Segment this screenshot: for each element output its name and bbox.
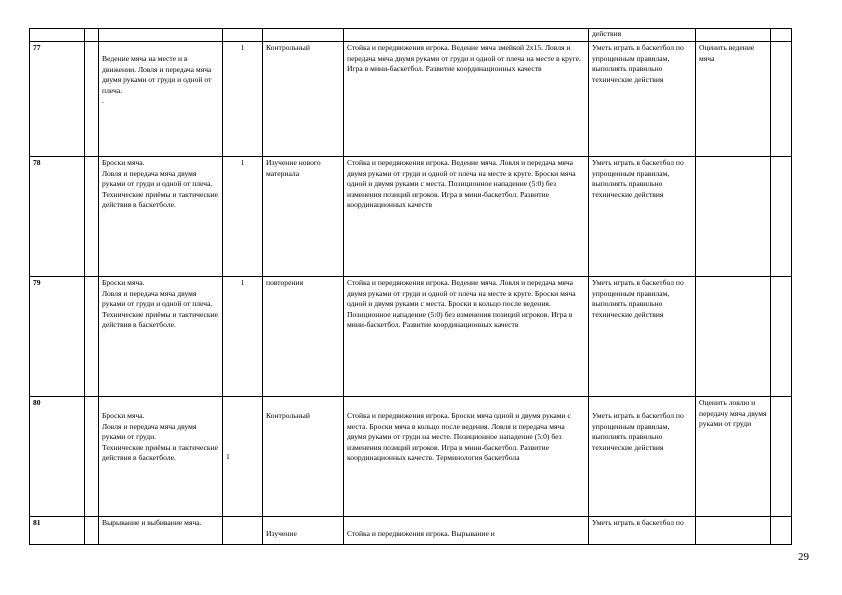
cell-empty xyxy=(223,29,263,42)
page-number: 29 xyxy=(798,551,809,563)
lesson-topic: Броски мяча. Ловля и передача мяча двумя руками от груди. Технические приёмы и тактические действия в баскетболе. xyxy=(99,397,223,517)
lesson-skills: Уметь играть в баскетбол по xyxy=(589,517,696,545)
table-row xyxy=(30,157,792,277)
cell-skills: действия xyxy=(589,29,696,42)
lesson-hours: 1 xyxy=(223,277,263,397)
lesson-hours: 1 xyxy=(223,42,263,157)
cell-empty xyxy=(99,29,223,42)
cell-empty xyxy=(771,517,792,545)
lesson-type: Контрольный xyxy=(263,397,344,517)
lesson-number: 81 xyxy=(30,517,85,545)
lesson-type: повторения xyxy=(263,277,344,397)
cell-empty xyxy=(344,29,589,42)
cell-empty xyxy=(771,397,792,517)
lesson-control xyxy=(696,517,771,545)
cell-empty xyxy=(263,29,344,42)
lesson-content: Стойка и передвижения игрока. Вырывание и xyxy=(344,517,589,545)
lesson-skills: Уметь играть в баскетбол по упрощенным правилам, выполнять правильно технические действия xyxy=(589,397,696,517)
cell-empty xyxy=(771,277,792,397)
lesson-skills: Уметь играть в баскетбол по упрощенным правилам, выполнять правильно технические действия xyxy=(589,42,696,157)
lesson-plan-table xyxy=(29,28,792,545)
table-row-continuation xyxy=(30,29,792,42)
cell-empty xyxy=(85,42,99,157)
lesson-hours xyxy=(223,517,263,545)
cell-empty xyxy=(771,42,792,157)
lesson-content: Стойка и передвижения игрока. Броски мяча одной и двумя руками с места. Броски мяча в кольцо после ведения. Ловля и передача мяча двумя руками от груди на месте. Позиционное нападение (5:0) без изменения позиций игроков. Игра в мини-баскетбол. Развитие координационных качеств. Терминология баскетбола xyxy=(344,397,589,517)
table-row xyxy=(30,277,792,397)
cell-empty xyxy=(85,277,99,397)
lesson-topic: Броски мяча. Ловля и передача мяча двумя руками от груди и одной от плеча. Технические приёмы и тактические действия в баскетболе. xyxy=(99,157,223,277)
lesson-type: Контрольный xyxy=(263,42,344,157)
lesson-content: Стойка и передвижения игрока. Ведение мяча. Ловля и передача мяча двумя руками от груди и одной от плеча на месте в круге. Броски мяча одной и двумя руками с места. Броски в кольцо после ведения. Позиционное нападение (5:0) без изменения позиций игроков. Игра в мини-баскетбол. Развитие координационных качеств xyxy=(344,277,589,397)
lesson-control xyxy=(696,277,771,397)
lesson-hours: 1 xyxy=(223,157,263,277)
lesson-control xyxy=(696,157,771,277)
lesson-content: Стойка и передвижения игрока. Ведение мяча. Ловля и передача мяча двумя руками от груди и одной от плеча на месте в круге. Броски мяча одной и двумя руками с места. Позиционное нападение (5:0) без изменения позиций игроков. Игра в мини-баскетбол. Развитие координационных качеств xyxy=(344,157,589,277)
cell-empty xyxy=(85,397,99,517)
lesson-topic: Вырывание и выбивание мяча. xyxy=(99,517,223,545)
lesson-topic: Броски мяча. Ловля и передача мяча двумя руками от груди и одной от плеча. Технические приёмы и тактические действия в баскетболе. xyxy=(99,277,223,397)
lesson-number: 77 xyxy=(30,42,85,157)
lesson-number: 80 xyxy=(30,397,85,517)
lesson-type: Изучение xyxy=(263,517,344,545)
cell-empty xyxy=(85,29,99,42)
lesson-control: Оценить ловлю и передачу мяча двумя руками от груди xyxy=(696,397,771,517)
cell-empty xyxy=(771,29,792,42)
cell-empty xyxy=(30,29,85,42)
cell-empty xyxy=(696,29,771,42)
lesson-number: 78 xyxy=(30,157,85,277)
lesson-number: 79 xyxy=(30,277,85,397)
lesson-skills: Уметь играть в баскетбол по упрощенным правилам, выполнять правильно технические действия xyxy=(589,277,696,397)
cell-empty xyxy=(85,517,99,545)
lesson-content: Стойка и передвижения игрока. Ведение мяча змейкой 2х15. Ловля и передача мяча двумя руками от груди и одной от плеча на месте в круге. Игра в мини-баскетбол. Развитие координационных качеств xyxy=(344,42,589,157)
table-row xyxy=(30,517,792,545)
lesson-hours: 1 xyxy=(223,397,263,517)
lesson-topic: Ведение мяча на месте и в движении. Ловля и передача мяча двумя руками от груди и одной от плеча. . xyxy=(99,42,223,157)
table-row xyxy=(30,42,792,157)
table-row xyxy=(30,397,792,517)
cell-empty xyxy=(771,157,792,277)
lesson-skills: Уметь играть в баскетбол по упрощенным правилам, выполнять правильно технические действия xyxy=(589,157,696,277)
lesson-type: Изучение нового материала xyxy=(263,157,344,277)
cell-empty xyxy=(85,157,99,277)
lesson-control: Оценить ведение мяча xyxy=(696,42,771,157)
